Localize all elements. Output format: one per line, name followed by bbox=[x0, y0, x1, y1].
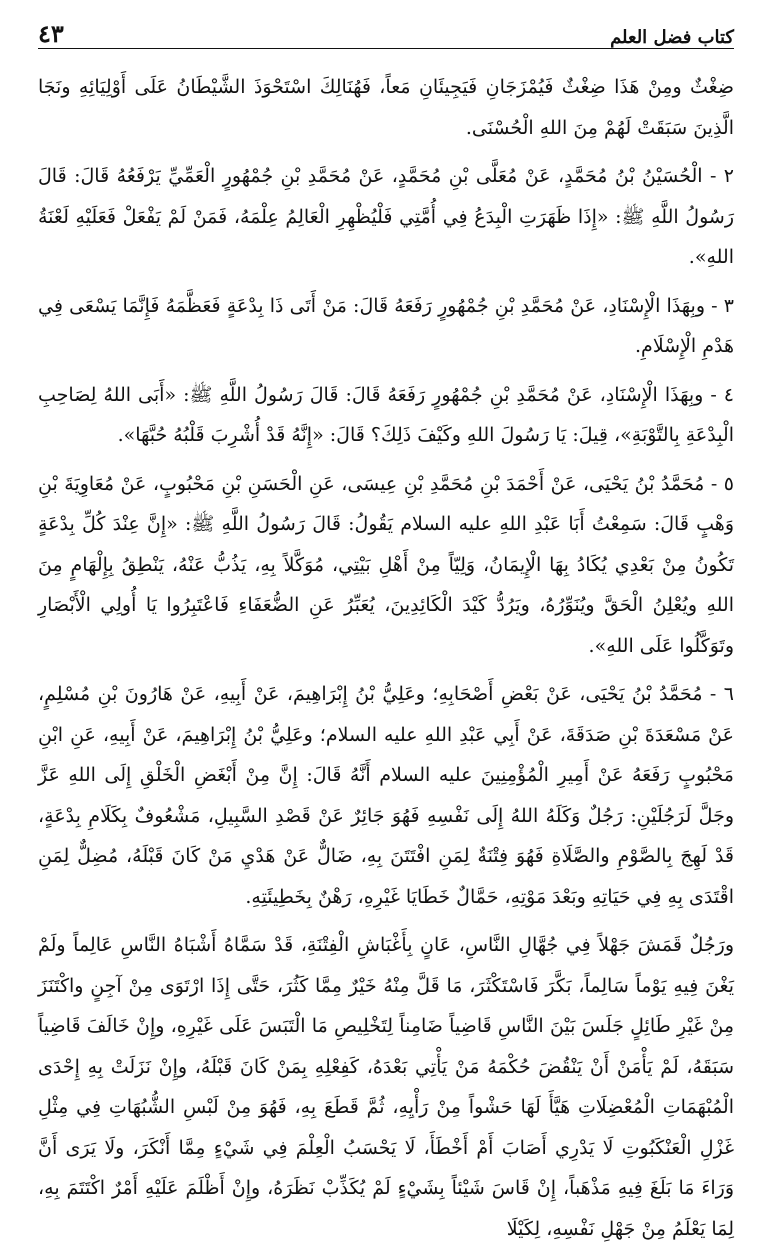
running-header bbox=[38, 14, 734, 49]
hadith-6: ٦ - مُحَمَّدُ بْنُ يَحْيَى، عَنْ بَعْضِ أَصْحَابِهِ؛ وعَلِيُّ بْنُ إِبْرَاهِيمَ، عَنْ أَبِيهِ، عَنْ هَارُونَ بْنِ مُسْلِمٍ، عَنْ مَسْعَدَةَ بْنِ صَدَقَةَ، عَنْ أَبِي عَبْدِ اللهِ عليه السلام؛ وعَلِيُّ بْنُ إِبْرَاهِيمَ، عَنْ أَبِيهِ، عَنِ ابْنِ مَحْبُوبٍ رَفَعَهُ عَنْ أَمِيرِ الْمُؤْمِنِينَ عليه السلام أَنَّهُ قَالَ: إِنَّ مِنْ أَبْغَضِ الْخَلْقِ إِلَى اللهِ عَزَّ وجَلَّ لَرَجُلَيْنِ: رَجُلٌ وَكَلَهُ اللهُ إِلَى نَفْسِهِ فَهُوَ جَائِرٌ عَنْ قَصْدِ السَّبِيلِ، مَشْعُوفٌ بِكَلَامِ بِدْعَةٍ، قَدْ لَهِجَ بِالصَّوْمِ والصَّلَاةِ فَهُوَ فِتْنَةٌ لِمَنِ افْتَتَنَ بِهِ، ضَالٌّ عَنْ هَدْيِ مَنْ كَانَ قَبْلَهُ، مُضِلٌّ لِمَنِ اقْتَدَى بِهِ فِي حَيَاتِهِ وبَعْدَ مَوْتِهِ، حَمَّالٌ خَطَايَا غَيْرِهِ، رَهْنٌ بِخَطِيئَتِهِ. bbox=[38, 683, 734, 908]
page-number: ٤٣ bbox=[38, 19, 64, 48]
chapter-title: كتاب فضل العلم bbox=[610, 27, 734, 48]
hadith-4: ٤ - وبِهَذَا الْإِسْنَادِ، عَنْ مُحَمَّدِ بْنِ جُمْهُورٍ رَفَعَهُ قَالَ: قَالَ رَسُولُ اللَّهِ ﷺ: «أَبَى اللهُ لِصَاحِبِ الْبِدْعَةِ بِالتَّوْبَةِ»، قِيلَ: يَا رَسُولَ اللهِ وكَيْفَ ذَلِكَ؟ قَالَ: «إِنَّهُ قَدْ أُشْرِبَ قَلْبُهُ حُبَّهَا». bbox=[38, 383, 734, 446]
hadith-6-continuation: ورَجُلٌ قَمَشَ جَهْلاً فِي جُهَّالِ النَّاسِ، عَانٍ بِأَغْبَاشِ الْفِتْنَةِ، قَدْ سَمَّاهُ أَشْبَاهُ النَّاسِ عَالِماً ولَمْ يَغْنَ فِيهِ يَوْماً سَالِماً، بَكَّرَ فَاسْتَكْثَرَ، مَا قَلَّ مِنْهُ خَيْرٌ مِمَّا كَثُرَ، حَتَّى إِذَا ارْتَوَى مِنْ آجِنٍ واكْتَنَزَ مِنْ غَيْرِ طَائِلٍ جَلَسَ بَيْنَ النَّاسِ قَاضِياً ضَامِناً لِتَخْلِيصِ مَا الْتَبَسَ عَلَى غَيْرِهِ، وإِنْ خَالَفَ قَاضِياً سَبَقَهُ، لَمْ يَأْمَنْ أَنْ يَنْقُضَ حُكْمَهُ مَنْ يَأْتِي بَعْدَهُ، كَفِعْلِهِ بِمَنْ كَانَ قَبْلَهُ، وإِنْ نَزَلَتْ بِهِ إِحْدَى الْمُبْهَمَاتِ الْمُعْضِلَاتِ هَيَّأَ لَهَا حَشْواً مِنْ رَأْيِهِ، ثُمَّ قَطَعَ بِهِ، فَهُوَ مِنْ لَبْسِ الشُّبُهَاتِ فِي مِثْلِ غَزْلِ الْعَنْكَبُوتِ لَا يَدْرِي أَصَابَ أَمْ أَخْطَأَ، لَا يَحْسَبُ الْعِلْمَ فِي شَيْءٍ مِمَّا أَنْكَرَ، ولَا يَرَى أَنَّ وَرَاءَ مَا بَلَغَ فِيهِ مَذْهَباً، إِنْ قَاسَ شَيْئاً بِشَيْءٍ لَمْ يُكَذِّبْ نَظَرَهُ، وإِنْ أَظْلَمَ عَلَيْهِ أَمْرٌ اكْتَتَمَ بِهِ، لِمَا يَعْلَمُ مِنْ جَهْلِ نَفْسِهِ، لِكَيْلَا bbox=[38, 934, 734, 1240]
hadith-5: ٥ - مُحَمَّدُ بْنُ يَحْيَى، عَنْ أَحْمَدَ بْنِ مُحَمَّدِ بْنِ عِيسَى، عَنِ الْحَسَنِ بْنِ مَحْبُوبٍ، عَنْ مُعَاوِيَةَ بْنِ وَهْبٍ قَالَ: سَمِعْتُ أَبَا عَبْدِ اللهِ عليه السلام يَقُولُ: قَالَ رَسُولُ اللَّهِ ﷺ: «إِنَّ عِنْدَ كُلِّ بِدْعَةٍ تَكُونُ مِنْ بَعْدِي يُكَادُ بِهَا الْإِيمَانُ، وَلِيّاً مِنْ أَهْلِ بَيْتِي، مُوَكَّلاً بِهِ، يَذُبُّ عَنْهُ، يَنْطِقُ بِإِلْهَامٍ مِنَ اللهِ ويُعْلِنُ الْحَقَّ ويُنَوِّرُهُ، ويَرُدُّ كَيْدَ الْكَائِدِينَ، يُعَبِّرُ عَنِ الضُّعَفَاءِ فَاعْتَبِرُوا يَا أُولِي الْأَبْصَارِ وتَوَكَّلُوا عَلَى اللهِ». bbox=[38, 472, 734, 657]
body-text bbox=[38, 67, 734, 1249]
hadith-2: ٢ - الْحُسَيْنُ بْنُ مُحَمَّدٍ، عَنْ مُعَلَّى بْنِ مُحَمَّدٍ، عَنْ مُحَمَّدِ بْنِ جُمْهُورٍ الْعَمِّيِّ يَرْفَعُهُ قَالَ: قَالَ رَسُولُ اللَّهِ ﷺ: «إِذَا ظَهَرَتِ الْبِدَعُ فِي أُمَّتِي فَلْيُظْهِرِ الْعَالِمُ عِلْمَهُ، فَمَنْ لَمْ يَفْعَلْ فَعَلَيْهِ لَعْنَةُ اللهِ». bbox=[38, 165, 734, 268]
paragraph-continuation: ضِغْثٌ ومِنْ هَذَا ضِغْثٌ فَيُمْزَجَانِ فَيَجِيئَانِ مَعاً، فَهُنَالِكَ اسْتَحْوَذَ الشَّيْطَانُ عَلَى أَوْلِيَائِهِ ونَجَا الَّذِينَ سَبَقَتْ لَهُمْ مِنَ اللهِ الْحُسْنَى. bbox=[38, 76, 734, 139]
hadith-3: ٣ - وبِهَذَا الْإِسْنَادِ، عَنْ مُحَمَّدِ بْنِ جُمْهُورٍ رَفَعَهُ قَالَ: مَنْ أَتَى ذَا بِدْعَةٍ فَعَظَّمَهُ فَإِنَّمَا يَسْعَى فِي هَدْمِ الْإِسْلَامِ. bbox=[38, 294, 734, 357]
